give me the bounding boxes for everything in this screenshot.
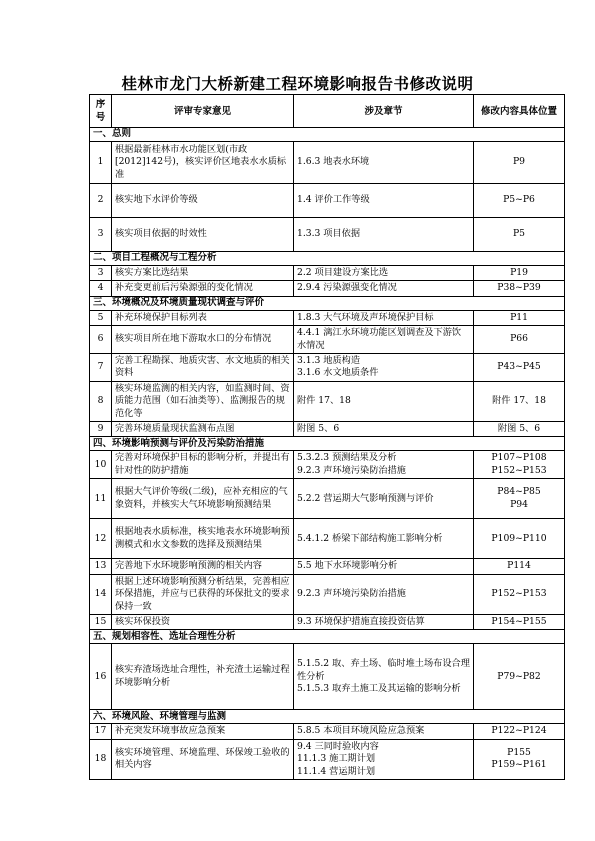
table-row bbox=[90, 381, 565, 421]
chapter-cell bbox=[294, 574, 474, 614]
position-cell bbox=[474, 184, 565, 218]
row-number: 10 bbox=[90, 451, 112, 479]
row-number: 7 bbox=[90, 354, 112, 382]
review-opinion: 补充变更前后污染源强的变化情况 bbox=[112, 281, 294, 296]
position-line: P43~P45 bbox=[497, 361, 541, 373]
table-row bbox=[90, 422, 565, 437]
review-opinion: 核实环保投资 bbox=[112, 614, 294, 629]
position-line: P38~P39 bbox=[497, 282, 541, 294]
chapter-cell bbox=[294, 451, 474, 479]
position-line: P94 bbox=[510, 498, 528, 510]
position-cell bbox=[474, 422, 565, 437]
review-opinion: 核实方案比选结果 bbox=[112, 266, 294, 281]
chapter-line: 1.8.3 大气环境及声环境保护目标 bbox=[297, 311, 434, 323]
chapter-cell bbox=[294, 381, 474, 421]
review-opinion: 核实环境监测的相关内容，如监测时间、资质能力范围（如石油类等）、监测报告的规范化等 bbox=[112, 381, 294, 421]
review-opinion: 核实项目所在地下游取水口的分布情况 bbox=[112, 326, 294, 354]
position-line: P19 bbox=[510, 267, 528, 278]
chapter-line: 9.2.3 声环境污染防治措施 bbox=[297, 588, 406, 600]
table-row bbox=[90, 266, 565, 281]
row-number: 1 bbox=[90, 142, 112, 184]
chapter-cell bbox=[294, 519, 474, 559]
section-row bbox=[90, 128, 565, 142]
table-row bbox=[90, 724, 565, 739]
section-title: 二、项目工程概况与工程分析 bbox=[90, 252, 565, 266]
table-row bbox=[90, 310, 565, 325]
table-row bbox=[90, 574, 565, 614]
position-cell bbox=[474, 218, 565, 252]
position-cell bbox=[474, 574, 565, 614]
position-line: P9 bbox=[512, 156, 526, 168]
row-number: 3 bbox=[90, 218, 112, 252]
table-row bbox=[90, 184, 565, 218]
row-number: 8 bbox=[90, 381, 112, 421]
position-cell bbox=[474, 310, 565, 325]
chapter-line: 1.6.3 地表水环境 bbox=[297, 156, 370, 168]
position-line: P159~P161 bbox=[491, 759, 547, 771]
table-row bbox=[90, 326, 565, 354]
position-cell bbox=[474, 142, 565, 184]
table-row bbox=[90, 739, 565, 779]
chapter-cell bbox=[294, 559, 474, 574]
chapter-cell bbox=[294, 281, 474, 296]
chapter-line: 5.2.2 营运期大气影响预测与评价 bbox=[297, 492, 434, 504]
section-title: 六、环境风险、环境管理与监测 bbox=[90, 710, 565, 724]
chapter-line: 5.8.5 本项目环境风险应急预案 bbox=[297, 725, 425, 737]
section-title: 三、环境概况及环境质量现状调查与评价 bbox=[90, 296, 565, 310]
position-line: P152~P153 bbox=[491, 464, 547, 476]
review-opinion: 完善环境质量现状监测布点图 bbox=[112, 422, 294, 437]
review-opinion: 根据最新桂林市水功能区划(市政[2012]142号)，核实评价区地表水水质标准 bbox=[112, 142, 294, 184]
row-number: 17 bbox=[90, 724, 112, 739]
chapter-cell bbox=[294, 479, 474, 519]
position-line: P109~P110 bbox=[491, 532, 547, 544]
position-cell bbox=[474, 266, 565, 281]
table-row bbox=[90, 451, 565, 479]
position-cell bbox=[474, 559, 565, 574]
chapter-line: 5.3.2.3 预测结果及分析 bbox=[297, 452, 397, 464]
row-number: 16 bbox=[90, 644, 112, 710]
review-opinion: 核实弃渣场选址合理性，补充渣土运输过程环境影响分析 bbox=[112, 644, 294, 710]
position-line: 附图 5、6 bbox=[497, 423, 541, 435]
chapter-cell bbox=[294, 739, 474, 779]
chapter-cell bbox=[294, 310, 474, 325]
chapter-line: 2.9.4 污染源强变化情况 bbox=[297, 282, 397, 294]
chapter-line: 1.4 评价工作等级 bbox=[297, 194, 370, 206]
position-cell bbox=[474, 326, 565, 354]
chapter-cell bbox=[294, 184, 474, 218]
table-row bbox=[90, 559, 565, 574]
chapter-line: 附图 5、6 bbox=[297, 423, 340, 435]
table-row bbox=[90, 614, 565, 629]
section-row bbox=[90, 252, 565, 266]
position-line: P122~P124 bbox=[491, 725, 547, 737]
row-number: 2 bbox=[90, 184, 112, 218]
table-header-row bbox=[90, 95, 565, 128]
section-title: 四、环境影响预测与评价及污染防治措施 bbox=[90, 437, 565, 451]
chapter-cell bbox=[294, 142, 474, 184]
chapter-cell bbox=[294, 422, 474, 437]
table-row bbox=[90, 644, 565, 710]
review-opinion: 完善工程勘探、地质灾害、水文地质的相关资料 bbox=[112, 354, 294, 382]
row-number: 13 bbox=[90, 559, 112, 574]
position-line: P154~P155 bbox=[491, 615, 547, 627]
position-line: P5~P6 bbox=[503, 194, 535, 206]
position-cell bbox=[474, 354, 565, 382]
review-opinion: 根据地表水质标准，核实地表水环境影响预测模式和水文参数的选择及预测结果 bbox=[112, 519, 294, 559]
section-title: 五、规划相容性、选址合理性分析 bbox=[90, 630, 565, 644]
position-cell bbox=[474, 614, 565, 629]
position-line: P155 bbox=[507, 746, 531, 758]
review-opinion: 补充环境保护目标列表 bbox=[112, 310, 294, 325]
chapter-line: 3.1.3 地质构造 bbox=[297, 355, 361, 367]
chapter-cell bbox=[294, 644, 474, 710]
row-number: 15 bbox=[90, 614, 112, 629]
row-number: 11 bbox=[90, 479, 112, 519]
position-line: P152~P153 bbox=[491, 588, 547, 600]
header-position: 修改内容具体位置 bbox=[474, 95, 565, 128]
row-number: 14 bbox=[90, 574, 112, 614]
row-number: 4 bbox=[90, 281, 112, 296]
header-no: 序号 bbox=[90, 95, 112, 128]
position-cell bbox=[474, 739, 565, 779]
chapter-line: 11.1.4 营运期计划 bbox=[297, 765, 376, 777]
position-cell bbox=[474, 519, 565, 559]
table-row bbox=[90, 519, 565, 559]
row-number: 12 bbox=[90, 519, 112, 559]
chapter-line: 3.1.6 水文地质条件 bbox=[297, 367, 379, 379]
chapter-line: 9.4 三同时验收内容 bbox=[297, 740, 379, 752]
review-opinion: 根据大气评价等级(二级)，应补充相应的气象资料，并核实大气环境影响预测结果 bbox=[112, 479, 294, 519]
chapter-cell bbox=[294, 354, 474, 382]
section-title: 一、总则 bbox=[90, 128, 565, 142]
chapter-line: 11.1.3 施工期计划 bbox=[297, 753, 376, 765]
chapter-cell bbox=[294, 724, 474, 739]
row-number: 9 bbox=[90, 422, 112, 437]
section-row bbox=[90, 437, 565, 451]
chapter-cell bbox=[294, 266, 474, 281]
review-opinion: 核实地下水评价等级 bbox=[112, 184, 294, 218]
review-opinion: 完善对环境保护目标的影响分析，并提出有针对性的防护措施 bbox=[112, 451, 294, 479]
table-row bbox=[90, 142, 565, 184]
chapter-line: 5.5 地下水环境影响分析 bbox=[297, 560, 398, 572]
section-row bbox=[90, 296, 565, 310]
chapter-line: 9.3 环境保护措施直接投资估算 bbox=[297, 615, 425, 627]
review-opinion: 核实项目依据的时效性 bbox=[112, 218, 294, 252]
chapter-cell bbox=[294, 614, 474, 629]
chapter-line: 4.4.1 漓江水环境功能区划调查及下游饮水情况 bbox=[297, 327, 462, 351]
position-cell bbox=[474, 644, 565, 710]
position-line: P79~P82 bbox=[497, 670, 541, 682]
position-line: P66 bbox=[510, 333, 528, 345]
chapter-line: 9.2.3 声环境污染防治措施 bbox=[297, 464, 406, 476]
chapter-cell bbox=[294, 218, 474, 252]
document-title: 桂林市龙门大桥新建工程环境影响报告书修改说明 bbox=[121, 75, 474, 93]
chapter-line: 1.3.3 项目依据 bbox=[297, 228, 361, 240]
chapter-cell bbox=[294, 326, 474, 354]
position-line: P114 bbox=[507, 560, 531, 572]
position-line: P5 bbox=[512, 228, 526, 240]
chapter-line: 5.1.5.2 取、弃土场、临时堆土场布设合理性分析 bbox=[297, 658, 470, 682]
position-line: 附件 17、18 bbox=[492, 395, 546, 407]
section-row bbox=[90, 710, 565, 724]
position-line: P11 bbox=[510, 311, 528, 323]
table-row bbox=[90, 281, 565, 296]
section-row bbox=[90, 630, 565, 644]
revision-table bbox=[89, 94, 565, 780]
position-cell bbox=[474, 451, 565, 479]
table-row bbox=[90, 218, 565, 252]
review-opinion: 补充突发环境事故应急预案 bbox=[112, 724, 294, 739]
position-cell bbox=[474, 381, 565, 421]
row-number: 6 bbox=[90, 326, 112, 354]
row-number: 3 bbox=[90, 266, 112, 281]
position-cell bbox=[474, 281, 565, 296]
header-opinion: 评审专家意见 bbox=[112, 95, 294, 128]
position-line: P84~P85 bbox=[497, 486, 541, 498]
table-row bbox=[90, 354, 565, 382]
header-chapter: 涉及章节 bbox=[294, 95, 474, 128]
row-number: 18 bbox=[90, 739, 112, 779]
review-opinion: 根据上述环境影响预测分析结果，完善相应环保措施，并应与已获得的环保批文的要求保持一致 bbox=[112, 574, 294, 614]
table-row bbox=[90, 479, 565, 519]
chapter-line: 5.4.1.2 桥梁下部结构施工影响分析 bbox=[297, 532, 443, 544]
position-cell bbox=[474, 724, 565, 739]
row-number: 5 bbox=[90, 310, 112, 325]
review-opinion: 完善地下水环境影响预测的相关内容 bbox=[112, 559, 294, 574]
chapter-line: 2.2 项目建设方案比选 bbox=[297, 267, 389, 278]
chapter-line: 附件 17、18 bbox=[297, 395, 351, 407]
position-cell bbox=[474, 479, 565, 519]
chapter-line: 5.1.5.3 取弃土施工及其运输的影响分析 bbox=[297, 683, 461, 695]
review-opinion: 核实环境管理、环境监理、环保竣工验收的相关内容 bbox=[112, 739, 294, 779]
position-line: P107~P108 bbox=[491, 452, 547, 464]
